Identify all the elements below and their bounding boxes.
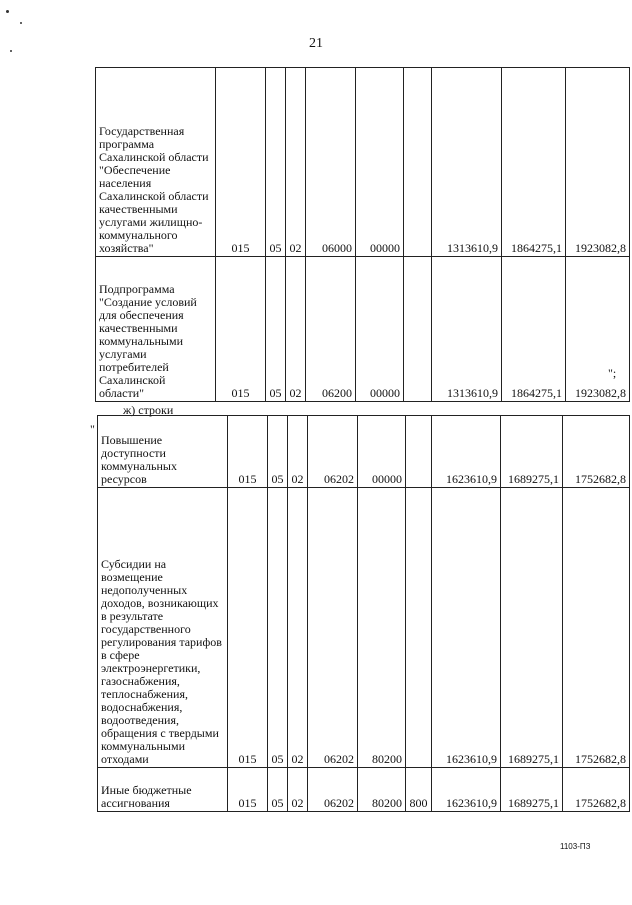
expense-type-code <box>406 416 432 488</box>
program-code: 06202 <box>308 416 358 488</box>
row-name: Иные бюджетные ассигнования <box>101 783 192 810</box>
program-code: 06202 <box>308 768 358 812</box>
section-code: 05 <box>268 768 288 812</box>
ministry-code: 015 <box>228 416 268 488</box>
scan-speck <box>10 50 12 52</box>
row-name: Субсидии на возмещение недополученных доходов, возникающих в результате государственного регулирования тарифов в сфере электроэнергетики, газоснабжения, теплоснабжения, водоснабжения, водоотведения, обращения с твердыми коммунальными отходами <box>101 557 222 766</box>
section-code: 05 <box>268 416 288 488</box>
budget-table-1 <box>95 67 630 402</box>
subsection-code: 02 <box>286 257 306 402</box>
amount-year-1: 1623610,9 <box>432 768 501 812</box>
amount-year-1: 1313610,9 <box>432 257 502 402</box>
amount-year-2: 1864275,1 <box>502 68 566 257</box>
row-name-cell <box>98 488 228 768</box>
opening-quote: " <box>90 422 95 436</box>
amount-year-2: 1864275,1 <box>502 257 566 402</box>
ministry-code: 015 <box>228 768 268 812</box>
item-code: 00000 <box>358 416 406 488</box>
item-code: 80200 <box>358 488 406 768</box>
amount-year-3: 1752682,8 <box>563 416 630 488</box>
ministry-code: 015 <box>216 257 266 402</box>
ministry-code: 015 <box>216 68 266 257</box>
subsection-code: 02 <box>288 488 308 768</box>
table-row <box>96 68 630 257</box>
section-code: 05 <box>266 68 286 257</box>
section-code: 05 <box>266 257 286 402</box>
subsection-code: 02 <box>288 768 308 812</box>
item-code: 80200 <box>358 768 406 812</box>
row-name: Подпрограмма "Создание условий для обеспечения качественными коммунальными услугами потребителей Сахалинской области" <box>99 282 197 400</box>
row-name: Повышение доступности коммунальных ресурсов <box>101 433 177 486</box>
table-row <box>96 257 630 402</box>
section-caption: ж) строки <box>123 403 174 417</box>
row-name-cell <box>98 768 228 812</box>
scan-speck <box>20 22 22 24</box>
subsection-code: 02 <box>286 68 306 257</box>
closing-quote: "; <box>608 366 617 380</box>
item-code: 00000 <box>356 68 404 257</box>
expense-type-code <box>404 68 432 257</box>
amount-year-2: 1689275,1 <box>501 488 563 768</box>
program-code: 06202 <box>308 488 358 768</box>
row-name: Государственная программа Сахалинской области "Обеспечение населения Сахалинской области качественными услугами жилищно-коммунального хозяйства" <box>99 124 209 255</box>
budget-table-2 <box>97 415 630 812</box>
row-name-cell <box>96 68 216 257</box>
row-name-cell <box>98 416 228 488</box>
amount-year-3: 1923082,8 <box>566 257 630 402</box>
program-code: 06000 <box>306 68 356 257</box>
expense-type-code <box>404 257 432 402</box>
amount-year-2: 1689275,1 <box>501 768 563 812</box>
scan-speck <box>6 10 9 13</box>
page-number: 21 <box>309 36 323 51</box>
item-code: 00000 <box>356 257 404 402</box>
amount-year-1: 1623610,9 <box>432 488 501 768</box>
program-code: 06200 <box>306 257 356 402</box>
table-row <box>98 416 630 488</box>
amount-year-1: 1313610,9 <box>432 68 502 257</box>
subsection-code: 02 <box>288 416 308 488</box>
row-name-cell <box>96 257 216 402</box>
table-row <box>98 768 630 812</box>
amount-year-1: 1623610,9 <box>432 416 501 488</box>
expense-type-code <box>406 488 432 768</box>
amount-year-2: 1689275,1 <box>501 416 563 488</box>
expense-type-code: 800 <box>406 768 432 812</box>
section-code: 05 <box>268 488 288 768</box>
table-row <box>98 488 630 768</box>
amount-year-3: 1752682,8 <box>563 488 630 768</box>
amount-year-3: 1923082,8 <box>566 68 630 257</box>
ministry-code: 015 <box>228 488 268 768</box>
document-code: 1103-ПЗ <box>560 842 591 851</box>
amount-year-3: 1752682,8 <box>563 768 630 812</box>
